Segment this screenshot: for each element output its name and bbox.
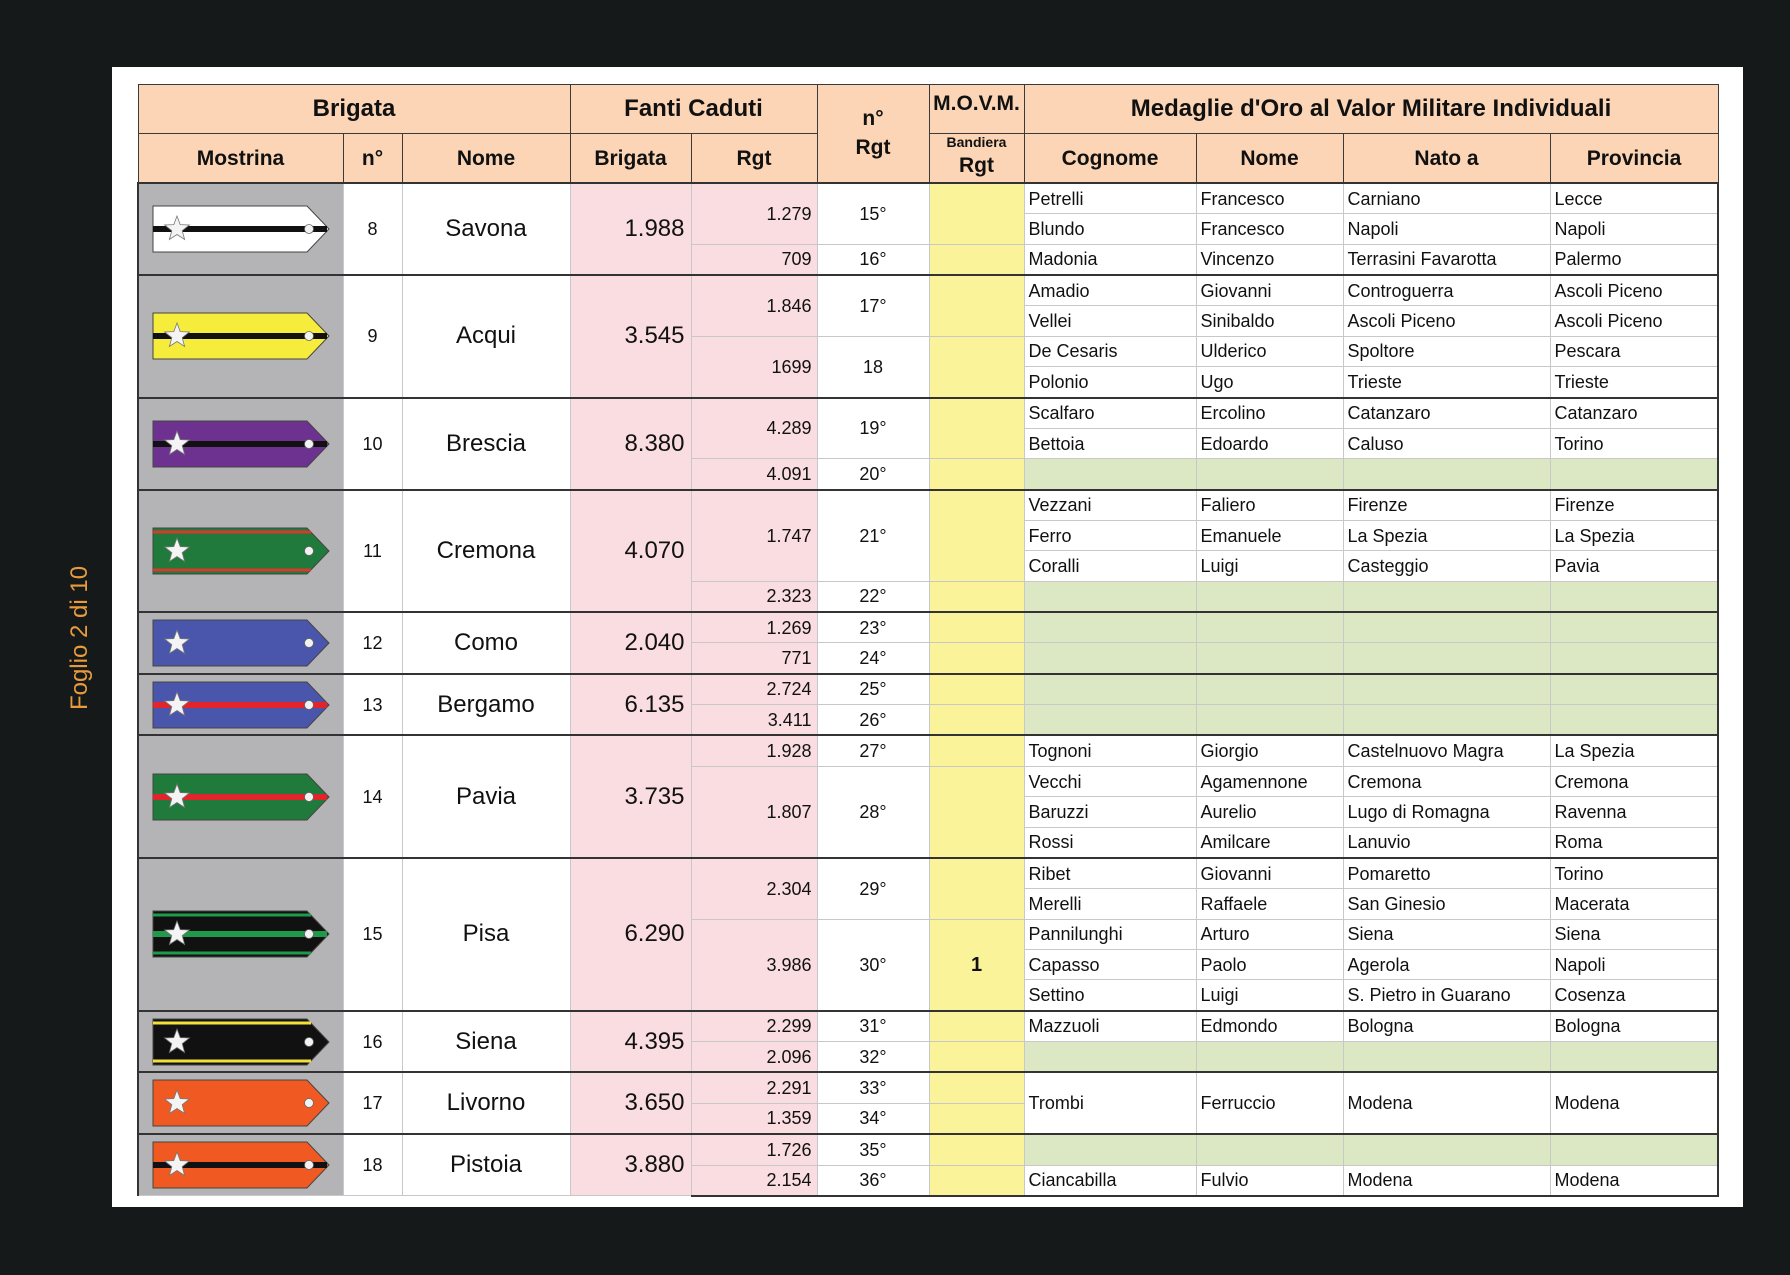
medal-province: Cosenza (1550, 980, 1718, 1011)
brigade-total-dead: 6.290 (570, 858, 691, 1011)
medal-province: Roma (1550, 827, 1718, 858)
medal-surname: Vezzani (1024, 490, 1196, 521)
medal-province: Pavia (1550, 551, 1718, 581)
medal-province: Modena (1550, 1165, 1718, 1196)
empty-medal-cell (1550, 674, 1718, 705)
medal-name: Aurelio (1196, 797, 1343, 827)
empty-medal-cell (1550, 1042, 1718, 1073)
empty-medal-cell (1024, 612, 1196, 643)
empty-medal-cell (1024, 1134, 1196, 1165)
medal-name: Emanuele (1196, 520, 1343, 550)
empty-medal-cell (1343, 612, 1550, 643)
medal-surname: Ribet (1024, 858, 1196, 889)
medal-surname: Baruzzi (1024, 797, 1196, 827)
table-row (138, 1011, 1718, 1042)
regiment-dead: 1.269 (691, 612, 817, 643)
regiment-dead: 1.359 (691, 1103, 817, 1134)
medal-surname: Pannilunghi (1024, 919, 1196, 949)
medal-surname: Settino (1024, 980, 1196, 1011)
empty-medal-cell (1550, 1134, 1718, 1165)
medal-name: Faliero (1196, 490, 1343, 521)
brigade-name: Brescia (402, 398, 570, 490)
medal-surname: De Cesaris (1024, 336, 1196, 366)
regiment-number: 21° (817, 490, 929, 582)
medal-province: Ascoli Piceno (1550, 306, 1718, 336)
movm-bandiera (929, 183, 1024, 244)
medal-name: Ugo (1196, 367, 1343, 398)
brigade-total-dead: 3.735 (570, 735, 691, 857)
movm-bandiera (929, 1042, 1024, 1073)
button-dot-icon (304, 1161, 313, 1170)
medal-province: Torino (1550, 428, 1718, 458)
regiment-number: 27° (817, 735, 929, 766)
medal-province: Modena (1550, 1072, 1718, 1134)
medal-surname: Coralli (1024, 551, 1196, 581)
regiment-number: 16° (817, 244, 929, 275)
collar-patch-icon (151, 907, 331, 961)
movm-bandiera (929, 674, 1024, 705)
empty-medal-cell (1196, 643, 1343, 674)
header-bandiera: Bandiera (946, 134, 1007, 150)
brigade-number: 17 (343, 1072, 402, 1134)
movm-bandiera (929, 705, 1024, 736)
header-mostrina: Mostrina (138, 134, 343, 184)
medal-name: Edmondo (1196, 1011, 1343, 1042)
empty-medal-cell (1196, 612, 1343, 643)
regiment-dead: 2.291 (691, 1072, 817, 1103)
regiment-number: 18 (817, 336, 929, 397)
brigade-name: Savona (402, 183, 570, 275)
medal-birthplace: Caluso (1343, 428, 1550, 458)
empty-medal-cell (1550, 581, 1718, 612)
medal-province: La Spezia (1550, 735, 1718, 766)
empty-medal-cell (1024, 643, 1196, 674)
mostrina-cell (138, 612, 343, 674)
header-nato-a: Nato a (1343, 134, 1550, 184)
medal-surname: Amadio (1024, 275, 1196, 306)
table-row (138, 674, 1718, 705)
brigade-number: 18 (343, 1134, 402, 1196)
regiment-number: 35° (817, 1134, 929, 1165)
medal-birthplace: Lugo di Romagna (1343, 797, 1550, 827)
table-body (138, 183, 1718, 1196)
medal-name: Ferruccio (1196, 1072, 1343, 1134)
mostrina-cell (138, 735, 343, 857)
movm-bandiera (929, 1134, 1024, 1165)
regiment-dead: 2.724 (691, 674, 817, 705)
regiment-dead: 4.091 (691, 459, 817, 490)
movm-bandiera (929, 1165, 1024, 1196)
medal-province: Torino (1550, 858, 1718, 889)
brigade-number: 11 (343, 490, 402, 612)
medal-surname: Capasso (1024, 949, 1196, 979)
regiment-dead: 709 (691, 244, 817, 275)
regiment-dead: 2.299 (691, 1011, 817, 1042)
medal-birthplace: Siena (1343, 919, 1550, 949)
mostrina-cell (138, 1011, 343, 1073)
regiment-number: 23° (817, 612, 929, 643)
medal-name: Fulvio (1196, 1165, 1343, 1196)
medal-name: Edoardo (1196, 428, 1343, 458)
medal-province: Cremona (1550, 766, 1718, 796)
brigade-name: Pistoia (402, 1134, 570, 1196)
collar-patch-icon (151, 616, 331, 670)
medal-birthplace: Ascoli Piceno (1343, 306, 1550, 336)
empty-medal-cell (1196, 459, 1343, 490)
medal-surname: Madonia (1024, 244, 1196, 275)
medal-province: Macerata (1550, 889, 1718, 919)
empty-medal-cell (1343, 1134, 1550, 1165)
movm-bandiera (929, 244, 1024, 275)
brigade-number: 12 (343, 612, 402, 674)
medal-birthplace: Modena (1343, 1072, 1550, 1134)
empty-medal-cell (1024, 705, 1196, 736)
medal-surname: Tognoni (1024, 735, 1196, 766)
medal-surname: Petrelli (1024, 183, 1196, 214)
regiment-dead: 1.807 (691, 766, 817, 858)
medal-birthplace: San Ginesio (1343, 889, 1550, 919)
movm-bandiera (929, 1011, 1024, 1042)
medal-name: Paolo (1196, 949, 1343, 979)
regiment-number: 26° (817, 705, 929, 736)
medal-name: Raffaele (1196, 889, 1343, 919)
medal-name: Arturo (1196, 919, 1343, 949)
brigade-name: Pisa (402, 858, 570, 1011)
regiment-dead: 2.096 (691, 1042, 817, 1073)
empty-medal-cell (1343, 643, 1550, 674)
empty-medal-cell (1550, 612, 1718, 643)
medal-birthplace: La Spezia (1343, 520, 1550, 550)
medal-birthplace: Napoli (1343, 214, 1550, 244)
empty-medal-cell (1196, 1042, 1343, 1073)
header-cognome: Cognome (1024, 134, 1196, 184)
regiment-number: 22° (817, 581, 929, 612)
empty-medal-cell (1343, 674, 1550, 705)
button-dot-icon (304, 700, 313, 709)
regiment-number: 25° (817, 674, 929, 705)
regiment-dead: 1.726 (691, 1134, 817, 1165)
brigade-total-dead: 1.988 (570, 183, 691, 275)
regiment-number: 20° (817, 459, 929, 490)
movm-bandiera (929, 490, 1024, 582)
medal-name: Francesco (1196, 183, 1343, 214)
brigade-total-dead: 2.040 (570, 612, 691, 674)
movm-bandiera (929, 275, 1024, 336)
medal-birthplace: Bologna (1343, 1011, 1550, 1042)
regiment-number: 29° (817, 858, 929, 919)
medal-surname: Bettoia (1024, 428, 1196, 458)
brigade-number: 16 (343, 1011, 402, 1073)
medal-name: Amilcare (1196, 827, 1343, 858)
brigade-number: 10 (343, 398, 402, 490)
table-row (138, 275, 1718, 306)
button-dot-icon (304, 332, 313, 341)
brigade-number: 8 (343, 183, 402, 275)
regiment-dead: 1.928 (691, 735, 817, 766)
medal-birthplace: S. Pietro in Guarano (1343, 980, 1550, 1011)
brigades-table (137, 84, 1719, 1197)
medal-birthplace: Pomaretto (1343, 858, 1550, 889)
medal-name: Francesco (1196, 214, 1343, 244)
medal-name: Ercolino (1196, 398, 1343, 429)
brigade-name: Cremona (402, 490, 570, 612)
brigade-number: 15 (343, 858, 402, 1011)
header-n-rgt (817, 85, 929, 184)
medal-surname: Rossi (1024, 827, 1196, 858)
regiment-dead: 4.289 (691, 398, 817, 459)
header-rgt: Rgt (959, 154, 994, 177)
medal-province: Siena (1550, 919, 1718, 949)
regiment-number: 34° (817, 1103, 929, 1134)
medal-birthplace: Carniano (1343, 183, 1550, 214)
mostrina-cell (138, 398, 343, 490)
medal-birthplace: Trieste (1343, 367, 1550, 398)
empty-medal-cell (1343, 581, 1550, 612)
medal-birthplace: Castelnuovo Magra (1343, 735, 1550, 766)
header-nome: Nome (402, 134, 570, 184)
movm-bandiera (929, 766, 1024, 858)
medal-name: Giovanni (1196, 275, 1343, 306)
medal-name: Giorgio (1196, 735, 1343, 766)
brigade-total-dead: 3.545 (570, 275, 691, 397)
medal-province: Lecce (1550, 183, 1718, 214)
empty-medal-cell (1024, 674, 1196, 705)
collar-patch-icon (151, 417, 331, 471)
empty-medal-cell (1024, 459, 1196, 490)
regiment-number: 24° (817, 643, 929, 674)
medal-birthplace: Catanzaro (1343, 398, 1550, 429)
button-dot-icon (304, 1037, 313, 1046)
button-dot-icon (304, 930, 313, 939)
medal-province: Catanzaro (1550, 398, 1718, 429)
empty-medal-cell (1550, 459, 1718, 490)
medal-province: Napoli (1550, 949, 1718, 979)
medal-province: Firenze (1550, 490, 1718, 521)
regiment-dead: 1699 (691, 336, 817, 397)
medal-name: Giovanni (1196, 858, 1343, 889)
medal-province: Napoli (1550, 214, 1718, 244)
medal-province: Trieste (1550, 367, 1718, 398)
brigade-name: Pavia (402, 735, 570, 857)
table-row (138, 183, 1718, 214)
medal-province: Pescara (1550, 336, 1718, 366)
medal-surname: Vellei (1024, 306, 1196, 336)
empty-medal-cell (1024, 581, 1196, 612)
brigade-name: Bergamo (402, 674, 570, 736)
header-fanti-caduti: Fanti Caduti (570, 85, 817, 134)
medal-birthplace: Agerola (1343, 949, 1550, 979)
regiment-number: 36° (817, 1165, 929, 1196)
empty-medal-cell (1196, 581, 1343, 612)
collar-patch-icon (151, 202, 331, 256)
table-row (138, 1072, 1718, 1103)
empty-medal-cell (1196, 705, 1343, 736)
regiment-number: 33° (817, 1072, 929, 1103)
brigade-name: Acqui (402, 275, 570, 397)
empty-medal-cell (1343, 459, 1550, 490)
regiment-number: 31° (817, 1011, 929, 1042)
movm-bandiera (929, 1072, 1024, 1103)
regiment-dead: 1.747 (691, 490, 817, 582)
mostrina-cell (138, 674, 343, 736)
movm-bandiera (929, 336, 1024, 397)
header-nome-medaglia: Nome (1196, 134, 1343, 184)
regiment-dead: 3.411 (691, 705, 817, 736)
medal-province: Palermo (1550, 244, 1718, 275)
header-row-top (138, 85, 1718, 134)
medal-birthplace: Lanuvio (1343, 827, 1550, 858)
table-row (138, 490, 1718, 521)
mostrina-cell (138, 490, 343, 612)
medal-birthplace: Spoltore (1343, 336, 1550, 366)
empty-medal-cell (1550, 643, 1718, 674)
movm-bandiera (929, 612, 1024, 643)
collar-patch-icon (151, 309, 331, 363)
collar-patch-icon (151, 524, 331, 578)
medal-surname: Merelli (1024, 889, 1196, 919)
regiment-number: 32° (817, 1042, 929, 1073)
medal-surname: Ciancabilla (1024, 1165, 1196, 1196)
mostrina-cell (138, 1134, 343, 1196)
empty-medal-cell (1550, 705, 1718, 736)
header-bandiera-rgt (929, 134, 1024, 184)
regiment-dead: 1.279 (691, 183, 817, 244)
brigade-name: Siena (402, 1011, 570, 1073)
movm-bandiera: 1 (929, 919, 1024, 1011)
movm-bandiera (929, 1103, 1024, 1134)
mostrina-cell (138, 275, 343, 397)
regiment-number: 30° (817, 919, 929, 1011)
medal-birthplace: Controguerra (1343, 275, 1550, 306)
header-brigata: Brigata (138, 85, 570, 134)
medal-name: Agamennone (1196, 766, 1343, 796)
medal-name: Luigi (1196, 980, 1343, 1011)
header-rgt-dead: Rgt (691, 134, 817, 184)
mostrina-cell (138, 858, 343, 1011)
medal-birthplace: Cremona (1343, 766, 1550, 796)
header-provincia: Provincia (1550, 134, 1718, 184)
movm-bandiera (929, 459, 1024, 490)
header-n-rgt-text: n° Rgt (855, 107, 891, 159)
movm-bandiera (929, 581, 1024, 612)
button-dot-icon (304, 439, 313, 448)
collar-patch-icon (151, 1138, 331, 1192)
collar-patch-icon (151, 1076, 331, 1130)
regiment-dead: 771 (691, 643, 817, 674)
regiment-number: 17° (817, 275, 929, 336)
collar-patch-icon (151, 1015, 331, 1069)
brigade-number: 14 (343, 735, 402, 857)
medal-surname: Polonio (1024, 367, 1196, 398)
regiment-number: 19° (817, 398, 929, 459)
collar-patch-icon (151, 770, 331, 824)
medal-birthplace: Modena (1343, 1165, 1550, 1196)
medal-surname: Scalfaro (1024, 398, 1196, 429)
table-row (138, 398, 1718, 429)
table-row (138, 612, 1718, 643)
brigade-name: Livorno (402, 1072, 570, 1134)
regiment-dead: 2.154 (691, 1165, 817, 1196)
regiment-number: 15° (817, 183, 929, 244)
medal-name: Ulderico (1196, 336, 1343, 366)
brigade-number: 13 (343, 674, 402, 736)
regiment-dead: 1.846 (691, 275, 817, 336)
brigade-total-dead: 4.070 (570, 490, 691, 612)
button-dot-icon (304, 638, 313, 647)
brigade-total-dead: 4.395 (570, 1011, 691, 1073)
button-dot-icon (304, 546, 313, 555)
button-dot-icon (304, 1099, 313, 1108)
medal-surname: Vecchi (1024, 766, 1196, 796)
regiment-number: 28° (817, 766, 929, 858)
button-dot-icon (304, 792, 313, 801)
movm-bandiera (929, 735, 1024, 766)
medal-birthplace: Terrasini Favarotta (1343, 244, 1550, 275)
sheet-label: Foglio 2 di 10 (66, 565, 93, 711)
empty-medal-cell (1024, 1042, 1196, 1073)
table-row (138, 735, 1718, 766)
medal-province: La Spezia (1550, 520, 1718, 550)
medal-name: Luigi (1196, 551, 1343, 581)
brigade-total-dead: 8.380 (570, 398, 691, 490)
medal-birthplace: Firenze (1343, 490, 1550, 521)
movm-bandiera (929, 398, 1024, 459)
header-n: n° (343, 134, 402, 184)
medal-surname: Blundo (1024, 214, 1196, 244)
mostrina-cell (138, 183, 343, 275)
empty-medal-cell (1196, 1134, 1343, 1165)
mostrina-cell (138, 1072, 343, 1134)
regiment-dead: 3.986 (691, 919, 817, 1011)
medal-surname: Trombi (1024, 1072, 1196, 1134)
movm-bandiera (929, 643, 1024, 674)
medal-birthplace: Casteggio (1343, 551, 1550, 581)
regiment-dead: 2.304 (691, 858, 817, 919)
medal-name: Sinibaldo (1196, 306, 1343, 336)
header-brigata-dead: Brigata (570, 134, 691, 184)
table-row (138, 858, 1718, 889)
medal-name: Vincenzo (1196, 244, 1343, 275)
header-medaglie: Medaglie d'Oro al Valor Militare Individuali (1024, 85, 1718, 134)
header-movm: M.O.V.M. (929, 85, 1024, 134)
table-row (138, 1134, 1718, 1165)
brigade-total-dead: 3.650 (570, 1072, 691, 1134)
regiment-dead: 2.323 (691, 581, 817, 612)
movm-bandiera (929, 858, 1024, 919)
brigade-name: Como (402, 612, 570, 674)
brigade-total-dead: 6.135 (570, 674, 691, 736)
button-dot-icon (304, 225, 313, 234)
medal-surname: Ferro (1024, 520, 1196, 550)
brigade-total-dead: 3.880 (570, 1134, 691, 1196)
collar-patch-icon (151, 678, 331, 732)
empty-medal-cell (1343, 1042, 1550, 1073)
medal-province: Ravenna (1550, 797, 1718, 827)
medal-surname: Mazzuoli (1024, 1011, 1196, 1042)
empty-medal-cell (1196, 674, 1343, 705)
empty-medal-cell (1343, 705, 1550, 736)
medal-province: Ascoli Piceno (1550, 275, 1718, 306)
brigade-number: 9 (343, 275, 402, 397)
medal-province: Bologna (1550, 1011, 1718, 1042)
